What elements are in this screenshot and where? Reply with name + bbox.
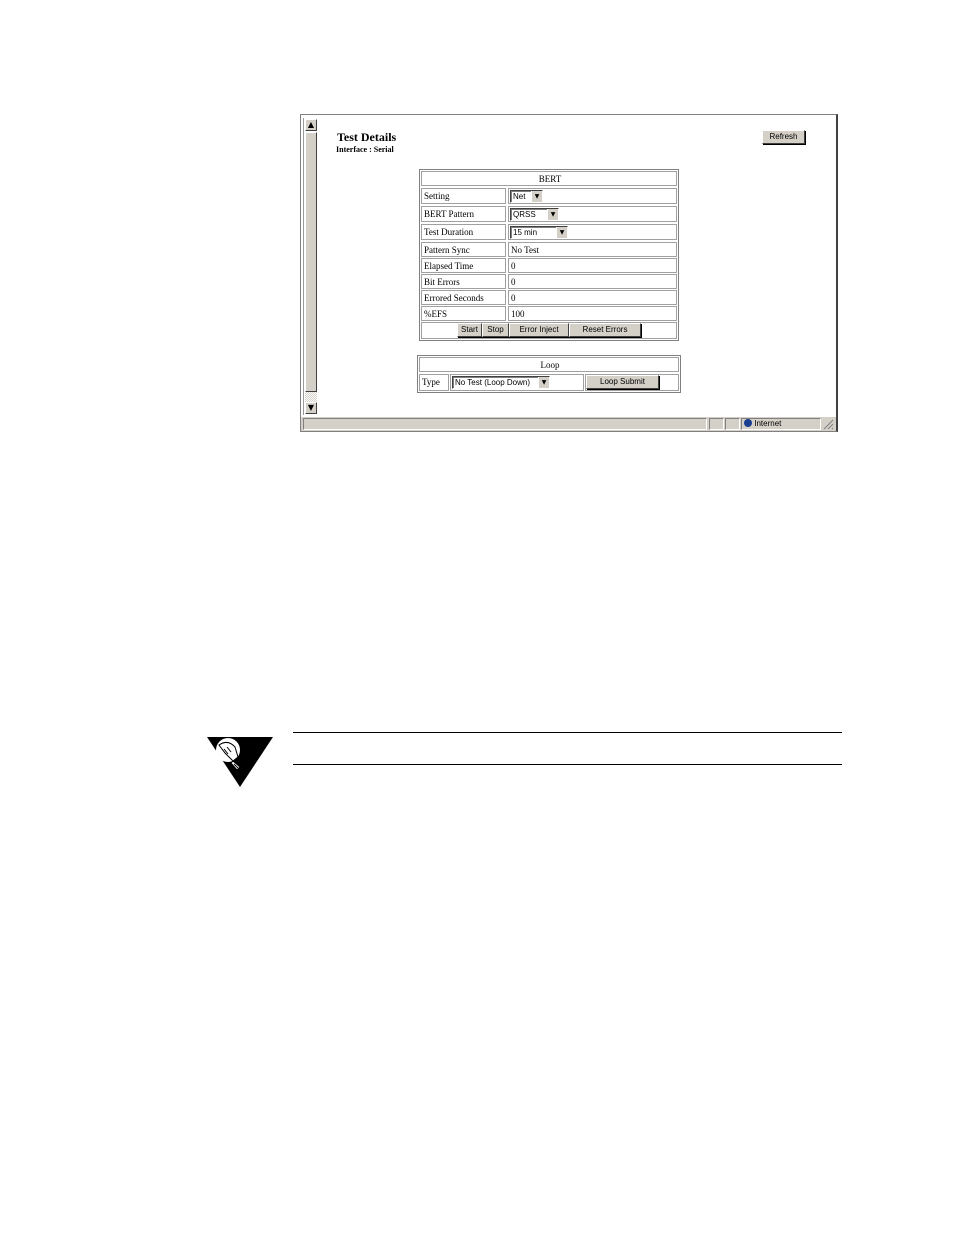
errored-seconds-value: 0	[508, 290, 677, 305]
scroll-down-arrow-icon[interactable]: ▼	[305, 402, 317, 414]
status-bar	[301, 416, 836, 431]
bit-errors-value: 0	[508, 274, 677, 289]
test-duration-select-value: 15 min	[513, 228, 538, 237]
setting-label: Setting	[421, 188, 506, 204]
loop-type-select[interactable]	[452, 376, 550, 389]
loop-submit-button[interactable]: Loop Submit	[586, 375, 659, 389]
error-inject-button[interactable]: Error Inject	[509, 323, 569, 337]
note-bottom-rule	[293, 764, 842, 765]
status-pane	[725, 418, 740, 430]
test-duration-cell	[508, 224, 677, 240]
bert-pattern-select-value: QRSS	[513, 210, 536, 219]
pattern-sync-label: Pattern Sync	[421, 242, 506, 257]
loop-header: Loop	[419, 357, 679, 372]
elapsed-time-value: 0	[508, 258, 677, 273]
status-message-pane	[303, 418, 707, 430]
reset-errors-button[interactable]: Reset Errors	[569, 323, 641, 337]
chevron-down-icon[interactable]: ▼	[547, 209, 558, 220]
status-zone-pane	[741, 418, 821, 430]
status-zone-label: Internet	[754, 419, 782, 428]
refresh-button[interactable]: Refresh	[762, 130, 805, 144]
setting-select[interactable]	[510, 190, 543, 203]
setting-select-value: Net	[513, 192, 526, 201]
scrollbar-track[interactable]	[305, 392, 317, 402]
test-duration-label: Test Duration	[421, 224, 506, 240]
page-title: Test Details	[337, 130, 397, 144]
loop-type-select-value: No Test (Loop Down)	[455, 378, 530, 387]
efs-label: %EFS	[421, 306, 506, 321]
stop-button[interactable]: Stop	[482, 323, 509, 337]
chevron-down-icon[interactable]: ▼	[556, 227, 567, 238]
status-pane	[709, 418, 724, 430]
bit-errors-label: Bit Errors	[421, 274, 506, 289]
chevron-down-icon[interactable]: ▼	[538, 377, 549, 388]
bert-table	[419, 169, 679, 341]
globe-icon	[744, 419, 752, 427]
vertical-scrollbar[interactable]	[303, 118, 317, 415]
bert-header: BERT	[421, 171, 677, 186]
bert-pattern-label: BERT Pattern	[421, 206, 506, 222]
chevron-down-icon[interactable]: ▼	[531, 191, 542, 202]
errored-seconds-label: Errored Seconds	[421, 290, 506, 305]
bert-pattern-cell	[508, 206, 677, 222]
scroll-up-arrow-icon[interactable]: ▲	[305, 119, 317, 131]
elapsed-time-label: Elapsed Time	[421, 258, 506, 273]
bert-pattern-select[interactable]	[510, 208, 559, 221]
lightbulb-note-icon	[207, 737, 273, 787]
note-top-rule	[293, 732, 842, 733]
page-subtitle: Interface : Serial	[336, 145, 394, 154]
efs-value: 100	[508, 306, 677, 321]
start-button[interactable]: Start	[457, 323, 482, 337]
setting-cell	[508, 188, 677, 204]
loop-type-label: Type	[419, 374, 449, 391]
resize-grip-icon[interactable]	[823, 419, 834, 430]
pattern-sync-value: No Test	[508, 242, 677, 257]
loop-table	[417, 355, 681, 393]
loop-type-cell	[450, 374, 584, 391]
scrollbar-thumb[interactable]	[305, 132, 317, 392]
test-duration-select[interactable]	[510, 226, 568, 239]
